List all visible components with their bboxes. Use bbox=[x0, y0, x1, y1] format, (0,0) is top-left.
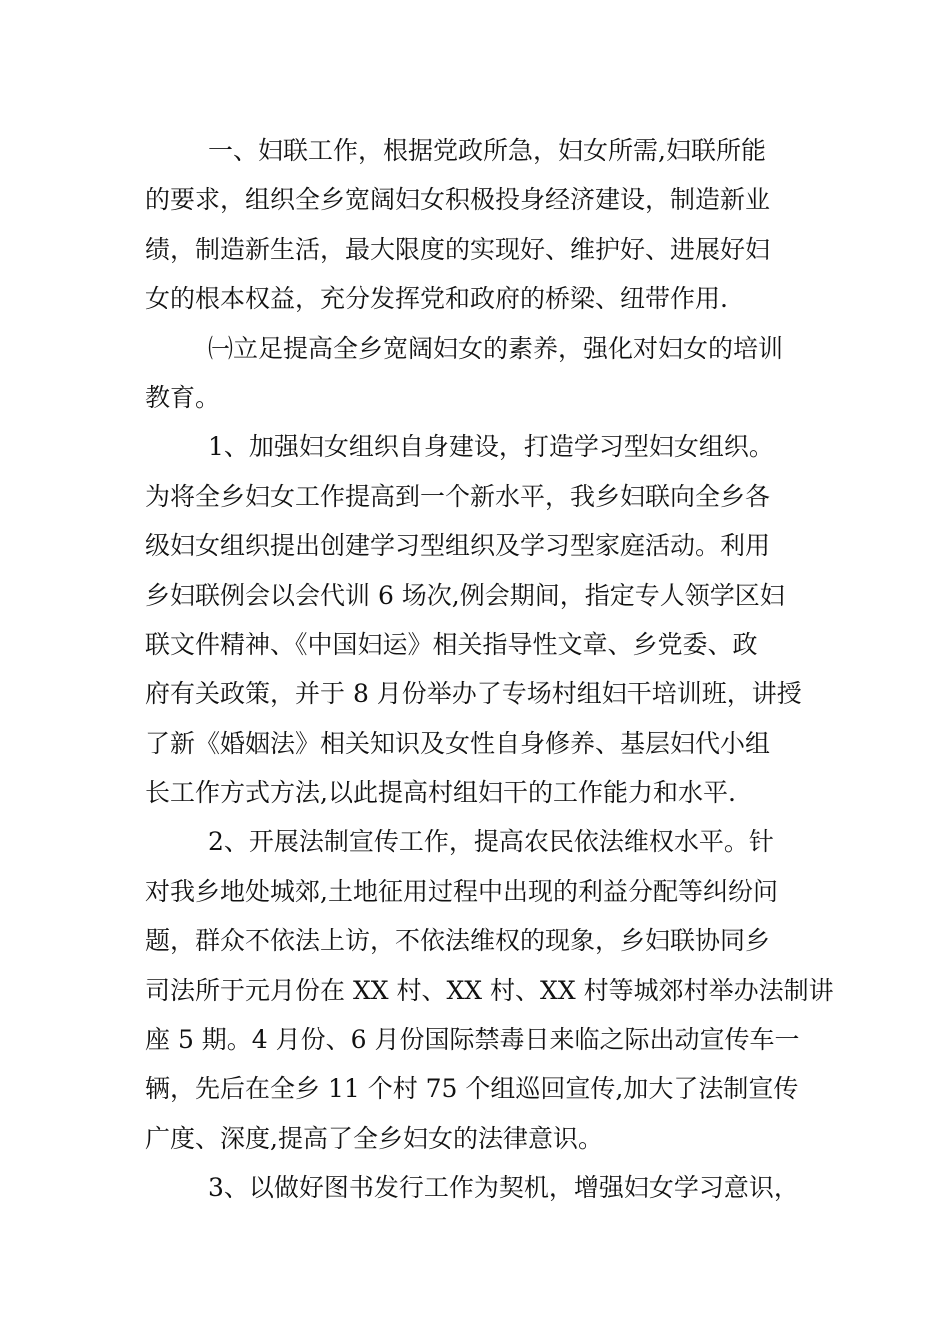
paragraph-line: 一、妇联工作，根据党政所急，妇女所需,妇联所能 bbox=[208, 136, 766, 165]
paragraph-line: 女的根本权益，充分发挥党和政府的桥梁、纽带作用. bbox=[145, 284, 728, 314]
paragraph-line: 3、以做好图书发行工作为契机，增强妇女学习意识， bbox=[208, 1173, 799, 1203]
paragraph-line: 广度、深度,提高了全乡妇女的法律意识。 bbox=[145, 1123, 603, 1153]
paragraph-line: 对我乡地处城郊,土地征用过程中出现的利益分配等纠纷问 bbox=[145, 876, 778, 906]
paragraph-line: 长工作方式方法,以此提高村组妇干的工作能力和水平. bbox=[145, 778, 736, 808]
paragraph-line: 为将全乡妇女工作提高到一个新水平，我乡妇联向全乡各 bbox=[145, 481, 771, 511]
paragraph-line: 题，群众不依法上访，不依法维权的现象，乡妇联协同乡 bbox=[145, 926, 771, 956]
section-heading-line: 教育。 bbox=[145, 382, 221, 412]
paragraph-line: 绩，制造新生活，最大限度的实现好、维护好、进展好妇 bbox=[145, 234, 771, 264]
paragraph-line: 辆，先后在全乡 11 个村 75 个组巡回宣传,加大了法制宣传 bbox=[145, 1074, 799, 1104]
paragraph-line: 了新《婚姻法》相关知识及女性自身修养、基层妇代小组 bbox=[145, 728, 771, 758]
document-body bbox=[145, 126, 834, 1213]
section-heading-line: ㈠立足提高全乡宽阔妇女的素养，强化对妇女的培训 bbox=[208, 333, 784, 363]
paragraph-line: 1、加强妇女组织自身建设，打造学习型妇女组织。 bbox=[208, 432, 774, 462]
paragraph-line: 联文件精神、《中国妇运》相关指导性文章、乡党委、政 bbox=[145, 629, 758, 659]
paragraph-line: 司法所于元月份在 XX 村、XX 村、XX 村等城郊村举办法制讲 bbox=[145, 975, 834, 1005]
paragraph-line: 2、开展法制宣传工作，提高农民依法维权水平。针 bbox=[208, 827, 774, 857]
paragraph-line: 乡妇联例会以会代训 6 场次,例会期间，指定专人领学区妇 bbox=[145, 580, 785, 610]
paragraph-line: 府有关政策，并于 8 月份举办了专场村组妇干培训班，讲授 bbox=[145, 679, 802, 709]
paragraph-line: 座 5 期。4 月份、6 月份国际禁毒日来临之际出动宣传车一 bbox=[145, 1025, 800, 1055]
paragraph-line: 的要求，组织全乡宽阔妇女积极投身经济建设，制造新业 bbox=[145, 185, 771, 215]
paragraph-line: 级妇女组织提出创建学习型组织及学习型家庭活动。利用 bbox=[145, 531, 771, 561]
